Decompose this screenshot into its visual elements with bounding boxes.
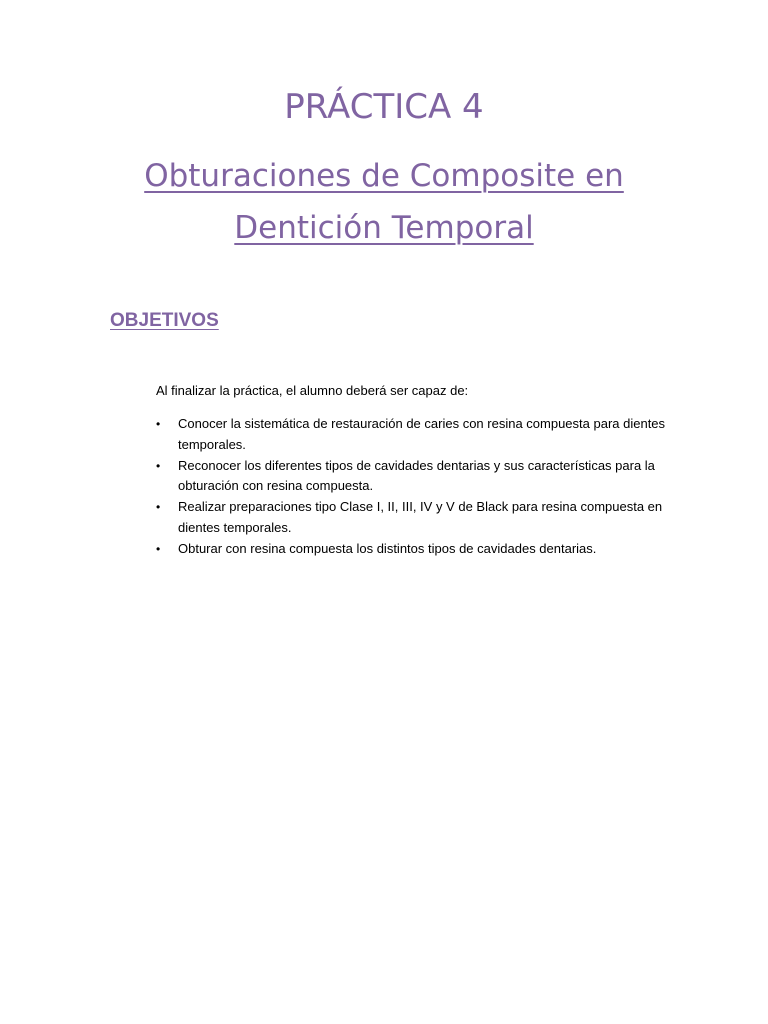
objective-item <box>156 497 666 539</box>
bullet-icon: • <box>156 500 161 515</box>
practice-title: PRÁCTICA 4 <box>284 87 484 127</box>
main-title <box>84 150 684 254</box>
main-title-line-2: Dentición Temporal <box>234 210 534 246</box>
objective-item <box>156 414 666 456</box>
bullet-icon: • <box>156 417 161 431</box>
bullet-icon: • <box>156 541 161 556</box>
objective-item <box>156 539 666 560</box>
objectives-heading: OBJETIVOS <box>110 310 219 331</box>
bullet-icon: • <box>156 458 161 473</box>
objectives-intro: Al finalizar la práctica, el alumno deberá ser capaz de: <box>156 383 469 398</box>
main-title-line-1: Obturaciones de Composite en <box>144 158 624 194</box>
objective-text: Realizar preparaciones tipo Clase I, II, III, IV y V de Black para resina compuesta en dientes temporales. <box>178 499 663 535</box>
objective-text: Obturar con resina compuesta los distintos tipos de cavidades dentarias. <box>178 540 597 556</box>
objective-item <box>156 456 666 498</box>
objective-text: Conocer la sistemática de restauración de caries con resina compuesta para dientes temporales. <box>178 416 666 452</box>
objective-text: Reconocer los diferentes tipos de cavidades dentarias y sus características para la obturación con resina compuesta. <box>178 457 655 494</box>
objectives-list <box>156 414 666 560</box>
